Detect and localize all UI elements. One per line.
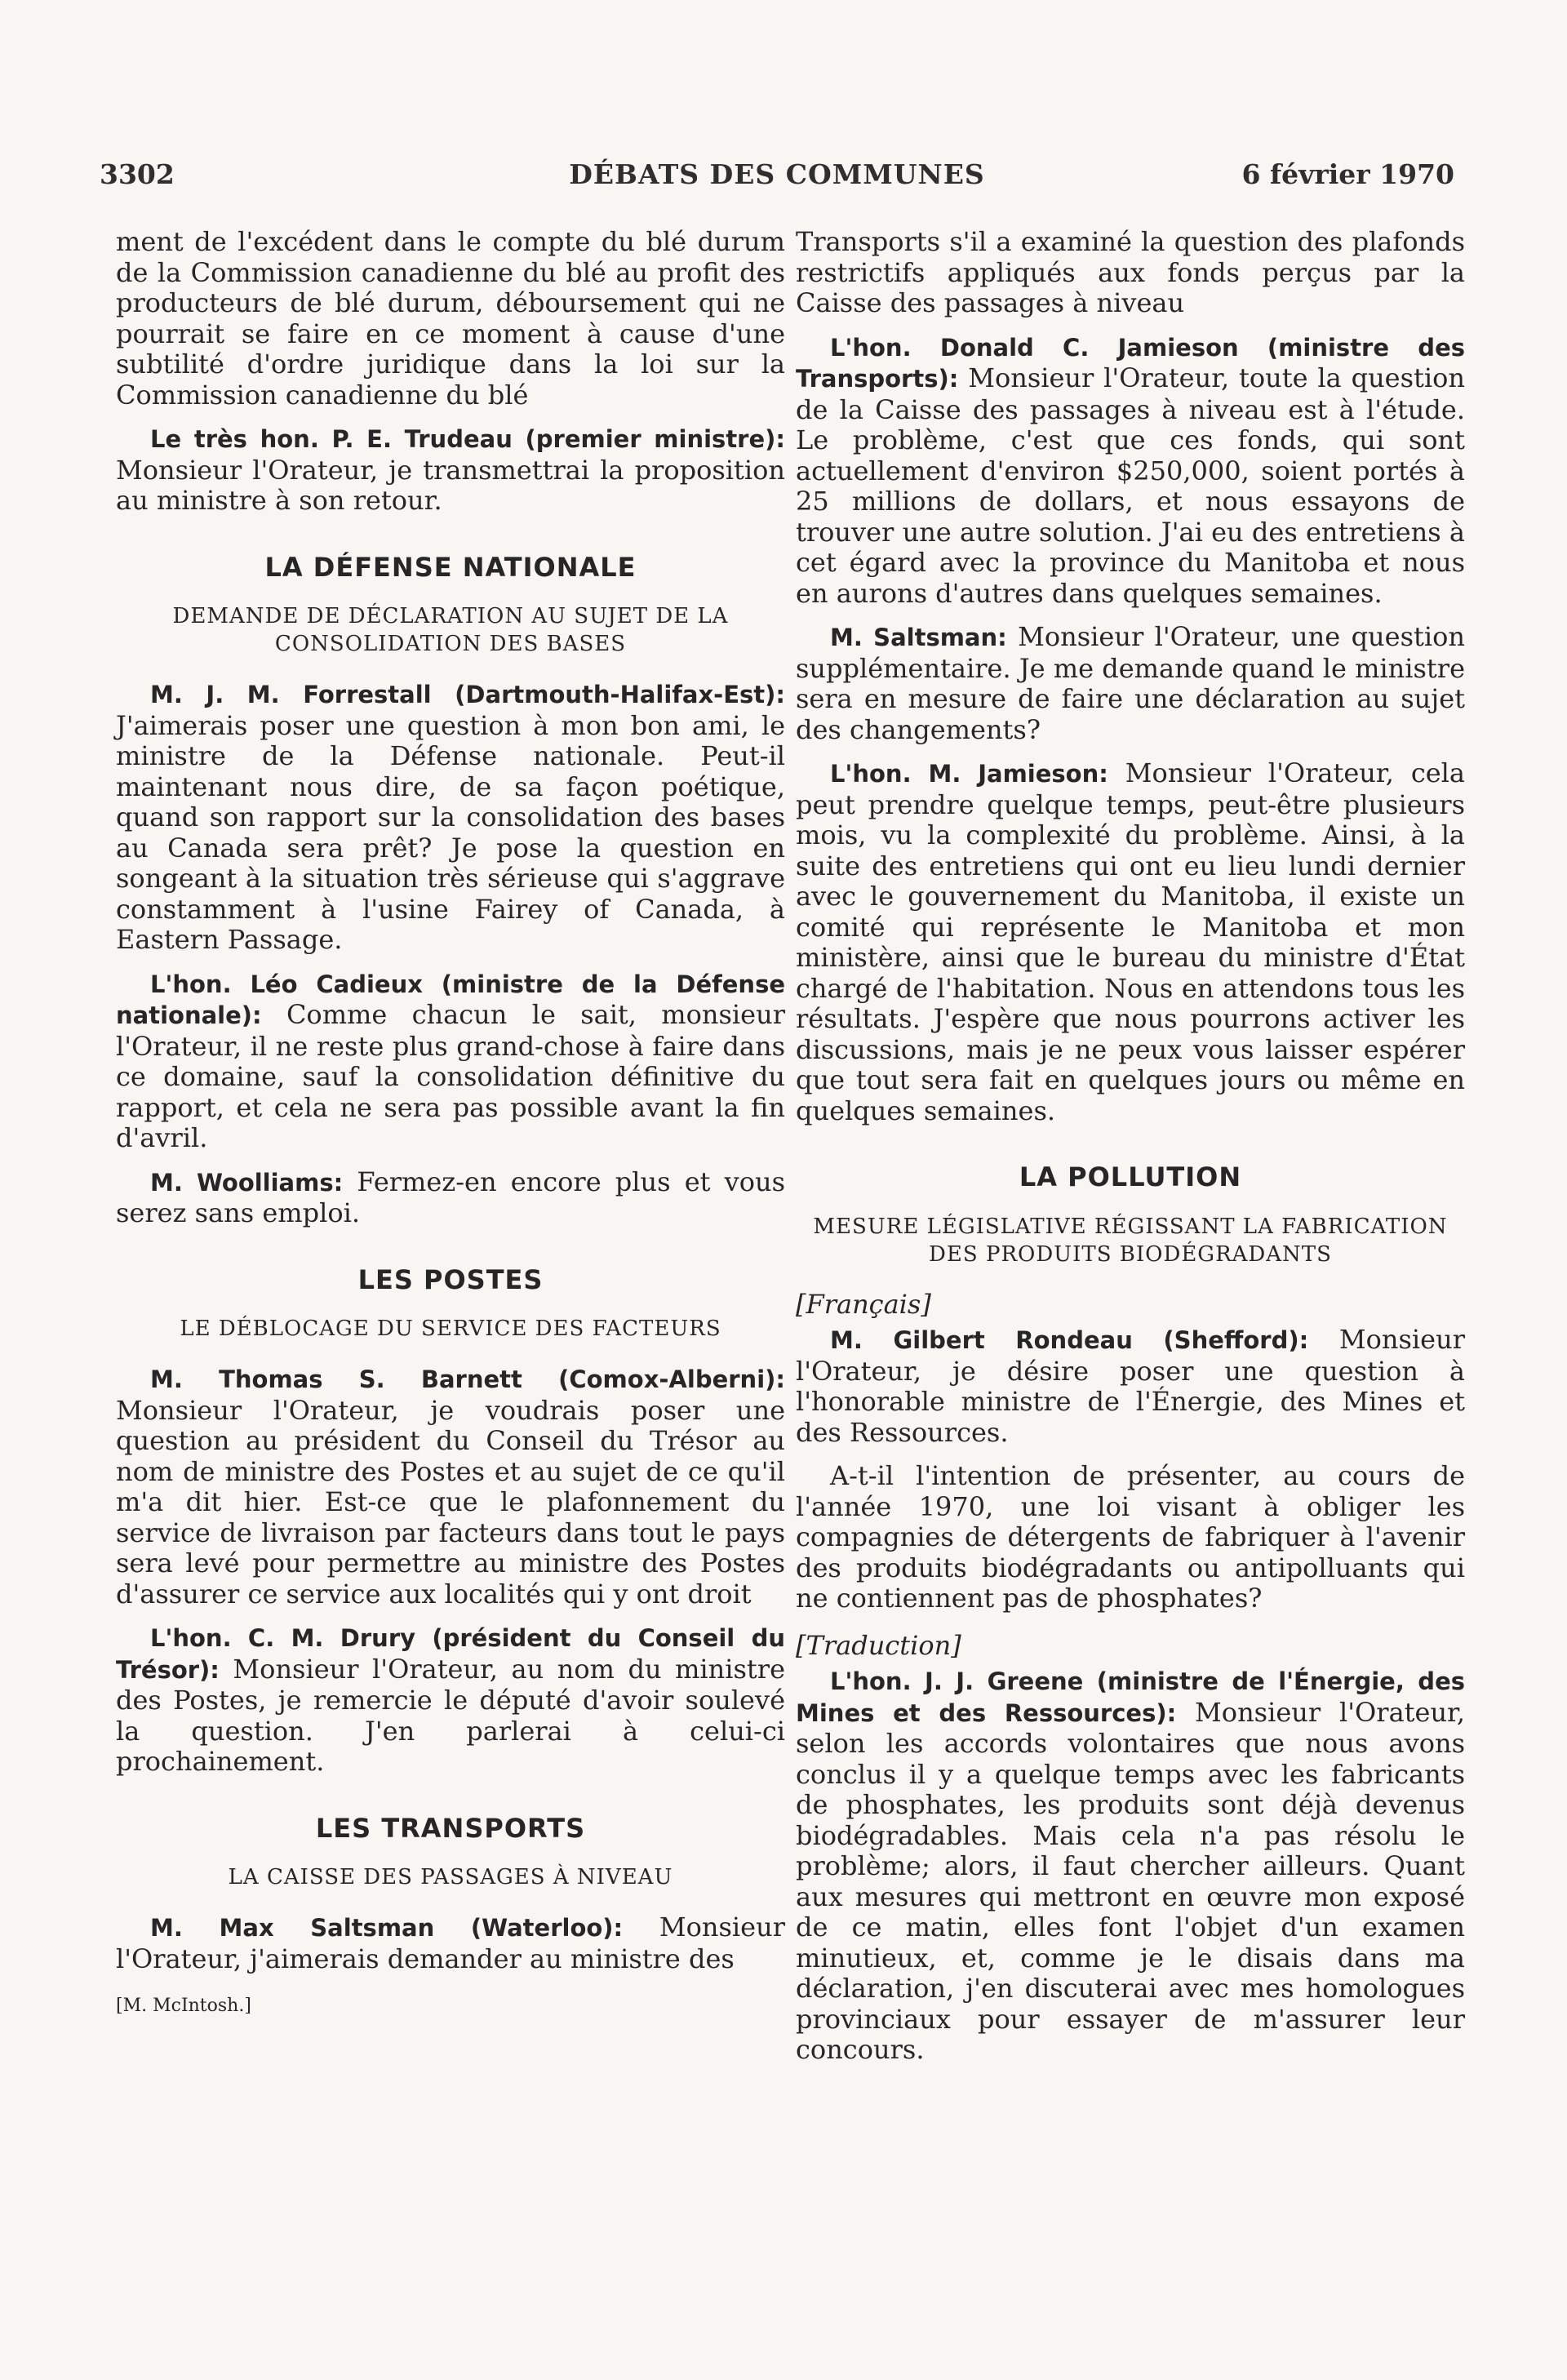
speech-text: Monsieur l'Orateur, je désire poser une question à l'honorable ministre de l'Énergie, des Mines et des Ressources. xyxy=(796,1324,1465,1448)
speech-text: Monsieur l'Orateur, selon les accords volontaires que nous avons conclus il y a quelque temps avec les fabricants de phosphates, les produits sont déjà devenus biodégradables. Mais cela n'a pas résolu le problème; alors, il faut chercher ailleurs. Quant aux mesures qui mettront en œuvre mon exposé de ce matin, elles font l'objet d'un examen minutieux, et, comme je le disais dans ma déclaration, j'en discuterai avec mes homologues provinciaux pour essayer de m'assurer leur concours. xyxy=(796,1696,1466,2065)
speaker: L'hon. Léo Cadieux (ministre de la Défense nationale): xyxy=(116,970,785,1029)
speech xyxy=(116,1364,785,1610)
paragraph: Transports s'il a examiné la question des plafonds restrictifs appliqués aux fonds perçus par la Caisse des passages à niveau xyxy=(796,226,1465,318)
speech xyxy=(796,622,1465,745)
speech-text: Fermez-en encore plus et vous serez sans emploi. xyxy=(116,1166,785,1228)
section-heading: LA DÉFENSE NATIONALE xyxy=(264,551,637,583)
right-column xyxy=(796,227,1465,2079)
speech-text: Monsieur l'Orateur, une question supplémentaire. Je me demande quand le ministre sera en mesure de faire une déclaration au sujet des changements? xyxy=(796,621,1465,745)
paragraph: ment de l'excédent dans le compte du blé durum de la Commission canadienne du blé au profit des producteurs de blé durum, déboursement qui ne pourrait se faire en ce moment à cause d'une subtilité d'ordre juridique dans la loi sur la Commission canadienne du blé xyxy=(116,226,785,411)
section-heading: LA POLLUTION xyxy=(1019,1161,1242,1192)
speaker: M. J. M. Forrestall (Dartmouth-Halifax-Est): xyxy=(150,681,785,708)
section-heading: LES POSTES xyxy=(357,1263,544,1295)
speaker: L'hon. J. J. Greene (ministre de l'Énergie, des Mines et des Ressources): xyxy=(796,1667,1465,1727)
speech-text: Monsieur l'Orateur, toute la question de la Caisse des passages à niveau est à l'étude. Le problème, c'est que ces fonds, qui sont actuellement d'environ $250,000, soient portés à 25 millions de dollars, et nous essayons de trouver une autre solution. J'ai eu des entretiens à cet égard avec la province du Manitoba et nous en aurons d'autres dans quelques semaines. xyxy=(796,362,1465,609)
speaker: M. Max Saltsman (Waterloo): xyxy=(150,1914,624,1942)
speaker: L'hon. C. M. Drury (président du Conseil du Trésor): xyxy=(116,1624,785,1684)
page-date: 6 février 1970 xyxy=(1241,158,1454,190)
speech-text: Monsieur l'Orateur, cela peut prendre quelque temps, peut-être plusieurs mois, vu la complexité du problème. Ainsi, à la suite des entretiens qui ont eu lieu lundi dernier avec le gouvernement du Manitoba, il existe un comité qui représente le Manitoba et mon ministère, ainsi que le bureau du ministre d'État chargé de l'habitation. Nous en attendons tous les résultats. J'espère que nous pourrons activer les discussions, mais je ne peux vous laisser espérer que tout sera fait en quelques jours ou même en quelques semaines. xyxy=(796,757,1465,1126)
speaker: M. Woolliams: xyxy=(150,1168,344,1197)
speech-text: J'aimerais poser une question à mon bon ami, le ministre de la Défense nationale. Peut-il maintenant nous dire, de sa façon poétique, quand son rapport sur la consolidation des bases au Canada sera prêt? Je pose la question en songeant à la situation très sérieuse qui s'aggrave constamment à l'usine Fairey of Canada, à Eastern Passage. xyxy=(116,709,785,955)
speech xyxy=(796,1666,1465,2066)
speech xyxy=(116,1167,785,1229)
page-header xyxy=(100,158,1454,199)
speaker: Le très hon. P. E. Trudeau (premier ministre): xyxy=(150,425,785,453)
speaker: L'hon. M. Jamieson: xyxy=(830,760,1108,788)
publication-title: DÉBATS DES COMMUNES xyxy=(569,158,985,190)
speech xyxy=(116,1912,785,1974)
speech xyxy=(796,758,1465,1126)
page-number: 3302 xyxy=(100,158,175,190)
section-subheading: LA CAISSE DES PASSAGES À NIVEAU xyxy=(228,1865,673,1889)
speech-text: Comme chacun le sait, monsieur l'Orateur, il ne reste plus grand-chose à faire dans ce domaine, sauf la consolidation définitive du rapport, et cela ne sera pas possible avant la fin d'avril. xyxy=(116,999,785,1153)
paragraph: A-t-il l'intention de présenter, au cours de l'année 1970, une loi visant à obliger les compagnies de détergents de fabriquer à l'avenir des produits biodégradants ou antipolluants qui ne contiennent pas de phosphates? xyxy=(796,1460,1465,1614)
speaker: M. Thomas S. Barnett (Comox-Alberni): xyxy=(150,1365,785,1393)
section-subheading: DEMANDE DE DÉCLARATION AU SUJET DE LA CONSOLIDATION DES BASES xyxy=(172,604,729,656)
speech xyxy=(116,969,785,1154)
speech-text: Monsieur l'Orateur, je transmettrai la proposition au ministre à son retour. xyxy=(116,454,785,516)
speaker: M. Saltsman: xyxy=(830,624,1007,651)
speaker: L'hon. Donald C. Jamieson (ministre des Transports): xyxy=(796,333,1465,393)
section-heading: LES TRANSPORTS xyxy=(315,1812,586,1844)
speaker: M. Gilbert Rondeau (Shefford): xyxy=(830,1326,1309,1354)
speech-text: Monsieur l'Orateur, j'aimerais demander au ministre des xyxy=(116,1912,785,1974)
language-tag: [Traduction] xyxy=(796,1629,961,1661)
speech xyxy=(796,332,1465,610)
language-tag: [Français] xyxy=(796,1288,931,1320)
speech xyxy=(116,679,785,956)
speech xyxy=(116,1623,785,1778)
left-column xyxy=(116,227,785,2022)
speech-text: Monsieur l'Orateur, au nom du ministre des Postes, je remercie le député d'avoir soulevé la question. J'en parlerai à celui-ci prochainement. xyxy=(116,1653,785,1777)
section-subheading: LE DÉBLOCAGE DU SERVICE DES FACTEURS xyxy=(180,1317,721,1341)
speech xyxy=(796,1325,1465,1448)
section-subheading: MESURE LÉGISLATIVE RÉGISSANT LA FABRICATION DES PRODUITS BIODÉGRADANTS xyxy=(813,1214,1448,1267)
speech xyxy=(116,424,785,517)
speech-text: Monsieur l'Orateur, je voudrais poser une question au président du Conseil du Trésor au nom de ministre des Postes et au sujet de ce qu'il m'a dit hier. Est-ce que le plafonnement du service de livraison par facteurs dans tout le pays sera levé pour permettre au ministre des Postes d'assurer ce service aux localités qui y ont droit xyxy=(116,1394,785,1610)
page-footer-note: [M. McIntosh.] xyxy=(116,1996,251,2016)
